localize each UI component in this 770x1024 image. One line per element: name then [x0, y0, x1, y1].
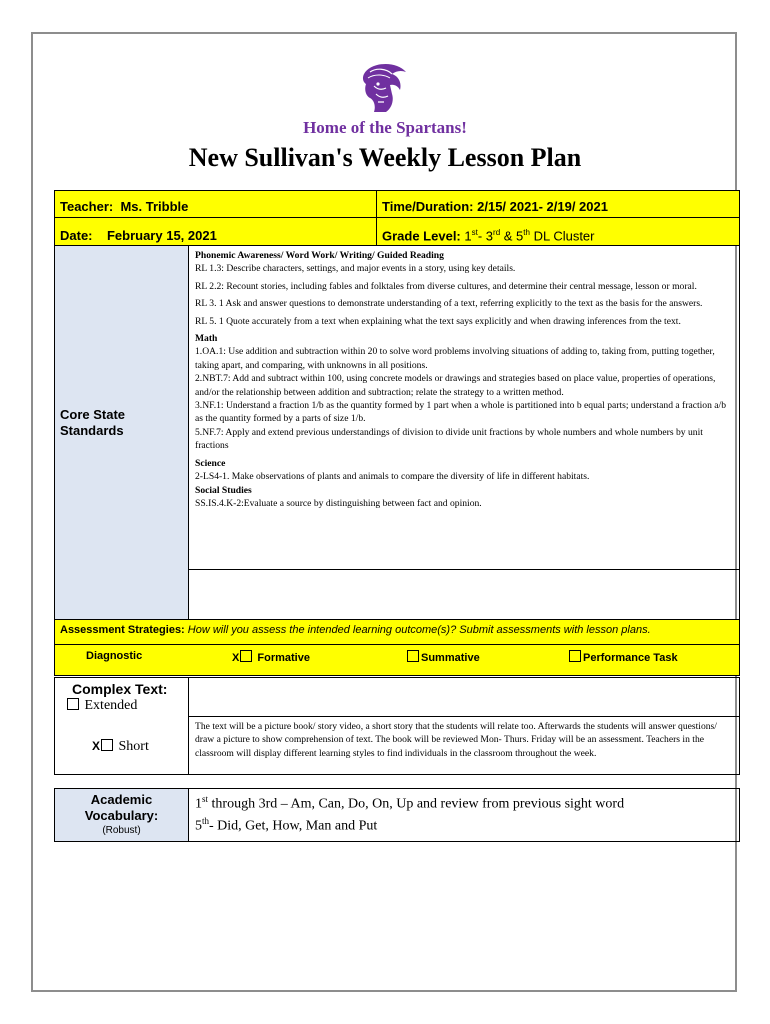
checkbox-checked[interactable]	[240, 650, 252, 662]
grade-sup: rd	[493, 228, 501, 237]
formative-option[interactable]	[232, 650, 310, 664]
teacher-value: Ms. Tribble	[120, 199, 189, 214]
extended-option[interactable]	[66, 698, 137, 714]
time-field	[382, 199, 608, 214]
performance-label: Performance Task	[583, 652, 678, 664]
grade-value: 1	[464, 228, 472, 244]
assessment-label: Assessment Strategies:	[60, 624, 185, 636]
diagnostic-label: Diagnostic	[86, 650, 143, 662]
standard-item: RL 5. 1 Quote accurately from a text when explaining what the text says explicitly and when drawing inferences from the text.	[195, 315, 681, 327]
vocabulary-text: through 3rd – Am, Can, Do, On, Up and review from previous sight word	[208, 796, 625, 812]
grade-value: DL Cluster	[529, 228, 595, 244]
math-heading: Math	[195, 333, 218, 345]
grade-value: - 3	[477, 228, 494, 244]
short-option[interactable]	[92, 739, 149, 755]
grade-value: & 5	[500, 228, 524, 244]
summative-option[interactable]	[406, 650, 480, 664]
vocabulary-text: 5	[195, 818, 202, 834]
date-label: Date:	[60, 228, 93, 243]
checkbox-unchecked[interactable]	[67, 698, 79, 710]
standard-item: RL 1.3: Describe characters, settings, and major events in a story, using key details.	[195, 263, 516, 275]
tagline: Home of the Spartans!	[303, 118, 467, 137]
date-field	[60, 228, 217, 243]
vocabulary-sublabel: (Robust)	[102, 825, 141, 836]
divider	[376, 190, 377, 218]
standard-item: 1.OA.1: Use addition and subtraction within 20 to solve word problems involving situations of adding to, taking from, putting together, taking apart, and comparing, with unknowns in all positions.	[195, 346, 715, 371]
standard-item: RL 2.2: Recount stories, including fables and folktales from diverse cultures, and determine their central message, lesson or moral.	[195, 280, 697, 292]
divider	[188, 569, 740, 570]
assessment-prompt: How will you assess the intended learning outcome(s)? Submit assessments with lesson plans.	[187, 624, 651, 636]
vocabulary-label-line: Academic	[90, 792, 153, 807]
divider	[376, 218, 377, 246]
divider	[54, 644, 740, 645]
page-title: New Sullivan's Weekly Lesson Plan	[188, 143, 582, 172]
vocabulary-label-line: Vocabulary:	[84, 808, 159, 823]
check-mark: X	[92, 739, 101, 753]
social-heading: Social Studies	[195, 484, 252, 496]
divider	[188, 716, 740, 717]
vocabulary-sup: st	[202, 794, 209, 804]
assessment-heading	[60, 624, 651, 636]
grade-field	[382, 228, 595, 243]
reading-heading: Phonemic Awareness/ Word Work/ Writing/ Guided Reading	[195, 250, 444, 261]
teacher-field	[60, 199, 188, 214]
standard-item: RL 3. 1 Ask and answer questions to demonstrate understanding of a text, referring explicitly to the text as the basis for the answers.	[195, 298, 703, 310]
standard-item: 3.NF.1: Understand a fraction 1/b as the quantity formed by 1 part when a whole is partitioned into b equal parts; understand a fraction a/b as the quantity formed by a parts of size 1/b.	[195, 400, 727, 425]
vocabulary-content	[195, 791, 624, 834]
science-heading: Science	[195, 457, 226, 469]
vocabulary-text: 1	[195, 796, 202, 812]
checkbox-checked[interactable]	[101, 739, 113, 751]
grade-sup: st	[471, 228, 478, 237]
vocabulary-text: - Did, Get, How, Man and Put	[209, 818, 378, 834]
date-value: February 15, 2021	[106, 228, 217, 243]
standard-item: 5.NF.7: Apply and extend previous understandings of division to divide unit fractions by whole numbers and whole numbers by unit fractions	[195, 426, 703, 452]
checkbox-unchecked[interactable]	[407, 650, 419, 662]
performance-option[interactable]	[568, 650, 678, 664]
formative-label: Formative	[257, 652, 310, 664]
vocabulary-line	[195, 813, 624, 835]
complex-text-description: The text will be a picture book/ story video, a short story that the students will relate too. Afterwards the students will answer questions/ draw a picture to show comprehension of text. The book will be reviewed Mon- Thurs. Friday will be an assessment. Teachers in the classroom will display different learning styles to find individuals in the classroom throughout the week.	[195, 721, 717, 759]
divider	[188, 788, 189, 842]
standard-item: 2.NBT.7: Add and subtract within 100, using concrete models or drawings and strategies based on place value, properties of operations, and/or the relationship between addition and subtraction; relate the strategy to a written method.	[195, 373, 716, 398]
spartan-helmet-icon	[356, 60, 412, 116]
complex-text-label: Complex Text:	[72, 681, 168, 697]
vocabulary-label	[55, 792, 188, 838]
checkbox-unchecked[interactable]	[569, 650, 581, 662]
standards-label: Core State Standards	[60, 407, 126, 438]
check-mark: X	[232, 652, 240, 664]
extended-label: Extended	[84, 698, 138, 713]
standard-item: SS.IS.4.K-2:Evaluate a source by distinguishing between fact and opinion.	[195, 497, 482, 509]
grade-label: Grade Level:	[382, 228, 461, 244]
divider	[188, 677, 189, 775]
teacher-label: Teacher:	[60, 199, 114, 214]
grade-sup: th	[523, 228, 530, 237]
standards-list	[195, 249, 735, 514]
vocabulary-sup: th	[202, 815, 210, 826]
time-value: 2/15/ 2021- 2/19/ 2021	[477, 199, 608, 214]
short-label: Short	[118, 739, 149, 754]
standard-item: 2-LS4-1. Make observations of plants and animals to compare the diversity of life in different habitats.	[195, 471, 590, 483]
vocabulary-line	[195, 791, 624, 813]
time-label: Time/Duration:	[382, 199, 474, 214]
summative-label: Summative	[421, 652, 480, 664]
